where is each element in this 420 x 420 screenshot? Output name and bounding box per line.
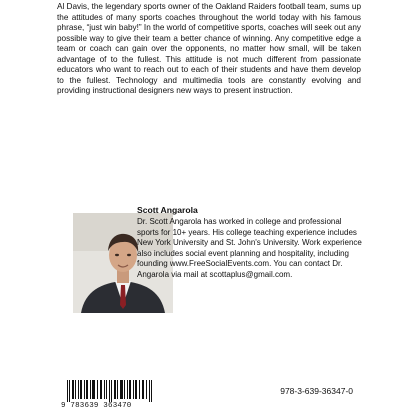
barcode-image [65,380,157,402]
author-name: Scott Angarola [137,205,198,215]
author-bio: Dr. Scott Angarola has worked in college and professional sports for 10+ years. His college teaching experience includes New York University and St. John's University. Work experience also includes social event planning and hospitality, including founding www.FreeSocialEvents.com. You can contact Dr. Angarola via mail at scottaplus@gmail.com. [137,217,362,279]
barcode-area [57,380,361,410]
back-cover-blurb: Al Davis, the legendary sports owner of the Oakland Raiders football team, sums up the attitudes of many sports coaches throughout the world today with his famous phrase, “just win baby!” In the world of competitive sports, coaches will seek out any possible way to give their team a better chance of winning. Any competitive edge a team or coach can gain over the opponents, no matter how small, will be taken advantage of to the fullest. This attitude is not much different from passionate educators who want to reach out to each of their students and have them develop to the fullest. Technology and multimedia tools are constantly evolving and providing instructional designers new ways to present instruction. [57,2,362,96]
barcode-digits: 9 783639 363470 [61,402,132,410]
isbn-number: 978-3-639-36347-0 [280,386,353,396]
